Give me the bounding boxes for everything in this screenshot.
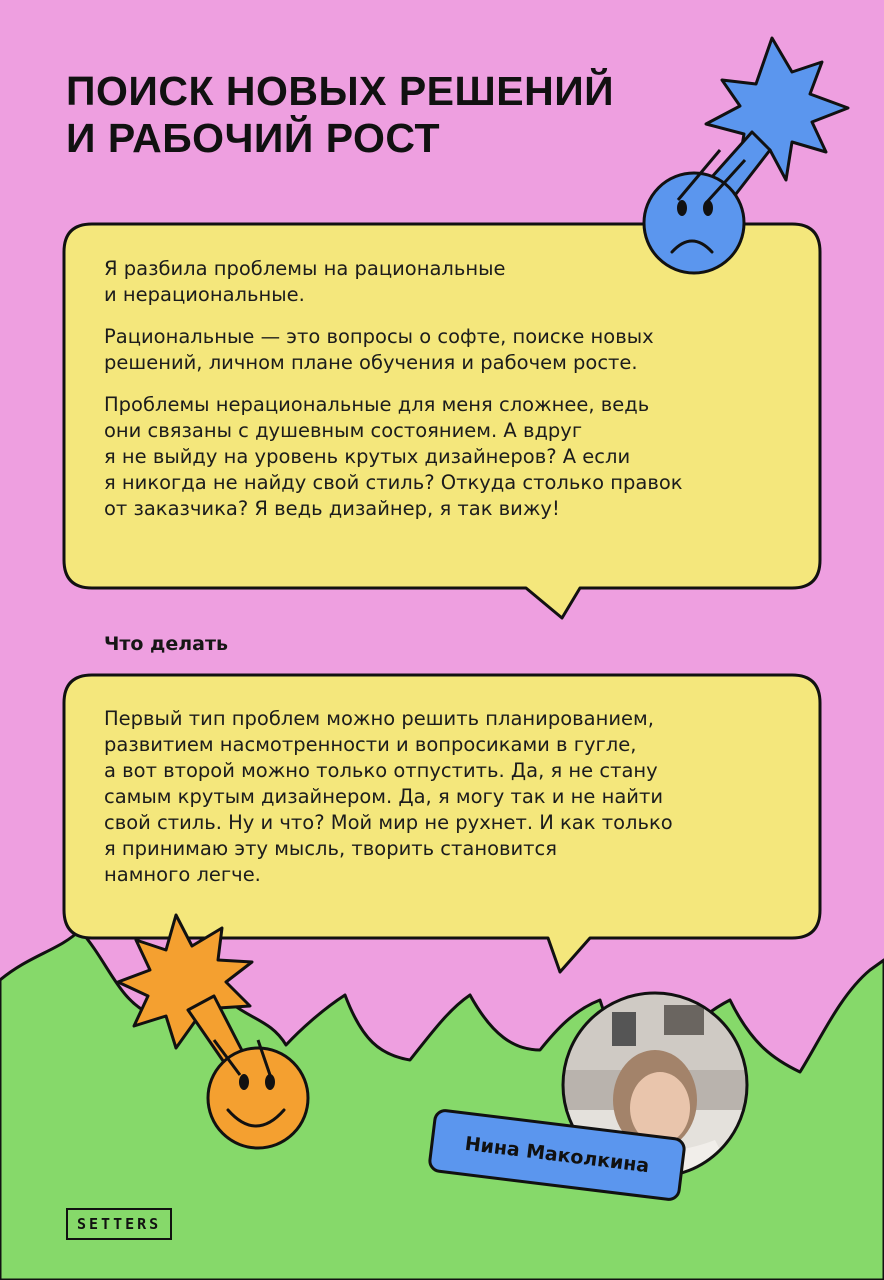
paragraph — [104, 256, 784, 308]
text-line: Я разбила проблемы на рациональные — [104, 257, 506, 280]
text-line: самым крутым дизайнером. Да, я могу так и не найти — [104, 785, 663, 808]
paragraph — [104, 324, 784, 376]
section-subheading: Что делать — [104, 633, 229, 655]
bubble-top-text — [104, 256, 784, 538]
text-line: они связаны с душевным состоянием. А вдруг — [104, 419, 583, 442]
paragraph — [104, 706, 784, 888]
text-line: Проблемы нерациональные для меня сложнее, ведь — [104, 393, 650, 416]
paragraph — [104, 392, 784, 522]
text-line: намного легче. — [104, 863, 261, 886]
text-line: я никогда не найду свой стиль? Откуда столько правок — [104, 471, 683, 494]
text-line: я принимаю эту мысль, творить становится — [104, 837, 557, 860]
text-line: развитием насмотренности и вопросиками в гугле, — [104, 733, 637, 756]
author-name: Нина Маколкина — [463, 1132, 651, 1178]
text-line: от заказчика? Я ведь дизайнер, я так вижу! — [104, 497, 560, 520]
bubble-bottom-text — [104, 706, 784, 904]
text-line: а вот второй можно только отпустить. Да, я не стану — [104, 759, 658, 782]
setters-logo — [66, 1208, 172, 1240]
text-line: Первый тип проблем можно решить планированием, — [104, 707, 654, 730]
text-line: решений, личном плане обучения и рабочем росте. — [104, 351, 638, 374]
text-line: я не выйду на уровень крутых дизайнеров? А если — [104, 445, 631, 468]
title-line: ПОИСК НОВЫХ РЕШЕНИЙ — [66, 68, 615, 114]
page-title — [66, 68, 706, 162]
text-line: Рациональные — это вопросы о софте, поиске новых — [104, 325, 654, 348]
text-line: и нерациональные. — [104, 283, 305, 306]
title-line: И РАБОЧИЙ РОСТ — [66, 115, 441, 161]
logo-text: SETTERS — [77, 1215, 162, 1233]
text-line: свой стиль. Ну и что? Мой мир не рухнет. И как только — [104, 811, 673, 834]
